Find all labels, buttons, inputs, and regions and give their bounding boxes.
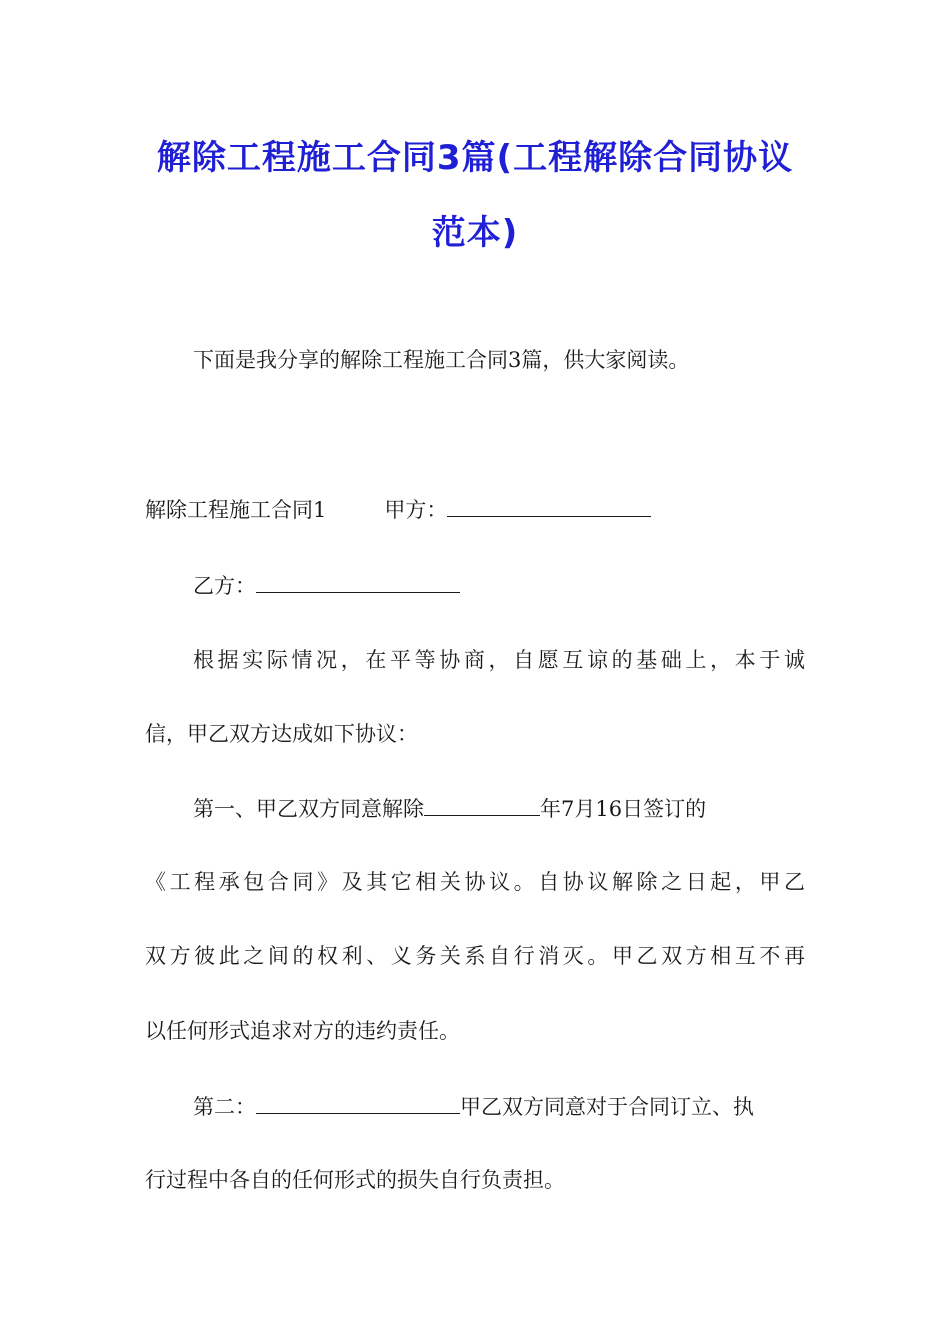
clause-1-suffix: 年7月16日签订的 bbox=[540, 797, 707, 821]
clause-1-year-blank bbox=[424, 797, 540, 816]
clause-2-blank bbox=[256, 1095, 460, 1114]
clause-1-line-2: 《工程承包合同》及其它相关协议。自协议解除之日起，甲乙 bbox=[145, 870, 805, 894]
paragraph-1-line-1: 根据实际情况，在平等协商，自愿互谅的基础上，本于诚 bbox=[193, 648, 805, 672]
intro-paragraph: 下面是我分享的解除工程施工合同3篇，供大家阅读。 bbox=[193, 348, 690, 372]
clause-1-line-3: 双方彼此之间的权利、义务关系自行消灭。甲乙双方相互不再 bbox=[145, 944, 805, 968]
paragraph-1-line-2: 信，甲乙双方达成如下协议： bbox=[145, 722, 418, 746]
document-title-line-2: 范本) bbox=[431, 213, 519, 253]
clause-2-line-2: 行过程中各自的任何形式的损失自行负责担。 bbox=[145, 1168, 565, 1192]
clause-1-line-4: 以任何形式追求对方的违约责任。 bbox=[145, 1019, 460, 1043]
clause-2-suffix: 甲乙双方同意对于合同订立、执 bbox=[460, 1095, 754, 1119]
contract-1-heading-row bbox=[145, 498, 805, 521]
clause-1-line-1 bbox=[193, 797, 805, 820]
clause-1-prefix: 第一、甲乙双方同意解除 bbox=[193, 797, 424, 821]
clause-2-line-1 bbox=[193, 1095, 805, 1118]
party-b-label: 乙方： bbox=[193, 574, 256, 598]
contract-1-heading: 解除工程施工合同1 bbox=[145, 498, 327, 522]
party-a-label: 甲方： bbox=[384, 498, 448, 522]
party-a-blank bbox=[447, 498, 651, 517]
party-b-row bbox=[193, 574, 805, 597]
clause-2-prefix: 第二： bbox=[193, 1095, 256, 1119]
document-title-line-1: 解除工程施工合同3篇(工程解除合同协议 bbox=[156, 138, 794, 178]
party-b-blank bbox=[256, 574, 460, 593]
